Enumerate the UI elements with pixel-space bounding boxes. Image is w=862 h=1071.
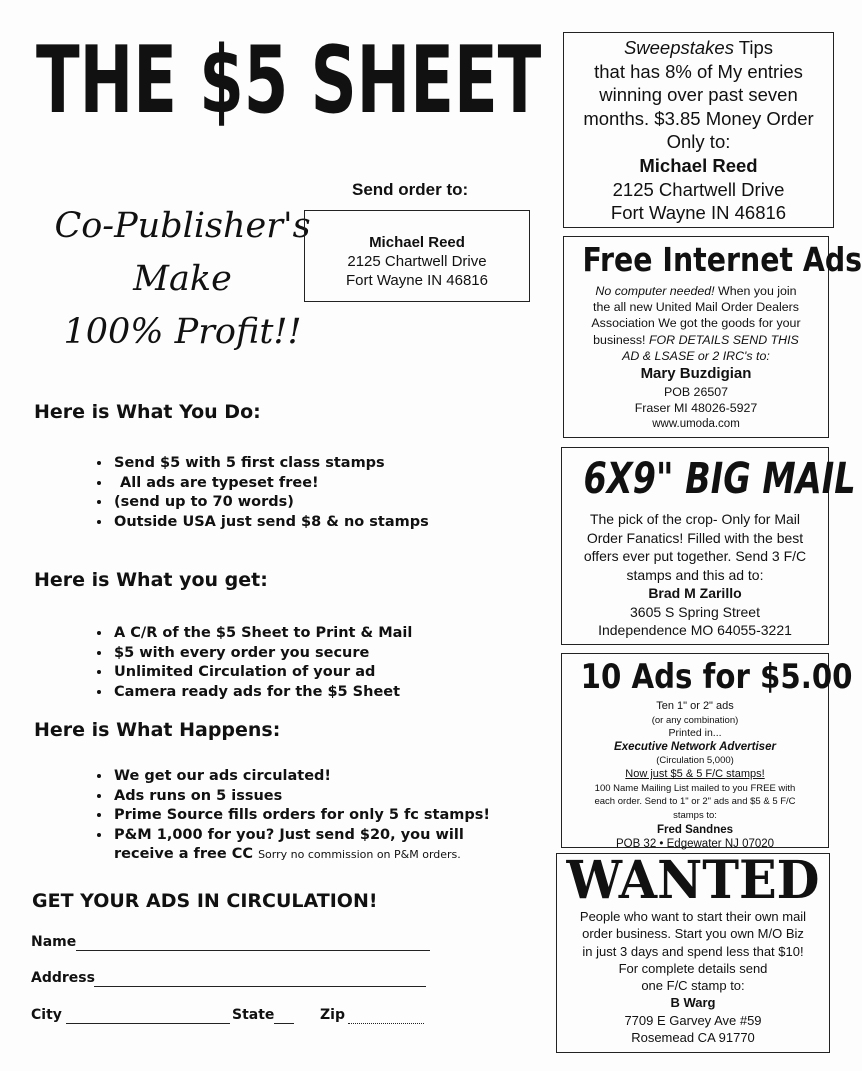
ad5-headline: WANTED	[566, 850, 820, 911]
ten-ads-ad	[561, 653, 853, 851]
ad3-street: 3605 S Spring Street	[630, 603, 760, 620]
what-you-do-list	[84, 454, 429, 532]
commission-note: Sorry no commission on P&M orders.	[258, 848, 461, 861]
state-label: State	[232, 1007, 275, 1023]
ad5-line-5: one F/C stamp to:	[641, 978, 745, 994]
ad4-line-9: stamps to:	[673, 809, 717, 821]
list-item: • Unlimited Circulation of your ad	[112, 663, 412, 683]
list-item: • All ads are typeset free!	[112, 474, 429, 494]
ad1-line-1	[564, 36, 833, 60]
ad1-italic: Sweepstakes	[623, 37, 734, 58]
what-you-get-list	[84, 624, 412, 702]
free-internet-ads-ad	[563, 236, 862, 438]
zip-field[interactable]	[348, 1023, 424, 1024]
ad2-line-1a: No computer needed!	[595, 284, 715, 298]
ad1-street: 2125 Chartwell Drive	[612, 178, 785, 200]
address-field[interactable]	[94, 986, 426, 987]
page-title: THE $5 SHEET	[36, 28, 542, 136]
big-mail-ad	[561, 447, 856, 645]
ad5-name: B Warg	[670, 995, 716, 1011]
name-field[interactable]	[76, 950, 430, 951]
send-order-city: Fort Wayne IN 46816	[345, 272, 488, 289]
wanted-ad	[556, 850, 830, 1053]
list-item: • Ads runs on 5 issues	[112, 787, 490, 807]
slogan-line-1: Co-Publisher's	[54, 206, 311, 246]
city-label: City	[31, 1007, 62, 1023]
ad2-city: Fraser MI 48026-5927	[634, 401, 758, 416]
pm-offer-line: P&M 1,000 for you? Just send $20, you will	[114, 826, 464, 843]
what-happens-list	[84, 767, 490, 865]
ad4-name: Fred Sandnes	[656, 824, 734, 837]
list-item: • Camera ready ads for the $5 Sheet	[112, 683, 412, 703]
ad4-line-5: (Circulation 5,000)	[656, 755, 734, 767]
list-item: • We get our ads circulated!	[112, 767, 490, 787]
name-label: Name	[31, 934, 77, 950]
address-label: Address	[31, 970, 95, 986]
ad2-line-4b: FOR DETAILS SEND THIS	[648, 332, 799, 347]
what-you-do-heading: Here is What You Do:	[34, 401, 261, 423]
ad4-line-4: Executive Network Advertiser	[614, 740, 776, 753]
ad2-line-3: Association We got the goods for your	[591, 316, 801, 331]
send-order-address-box	[304, 210, 530, 302]
list-item: • A C/R of the $5 Sheet to Print & Mail	[112, 624, 412, 644]
slogan-line-2: Make	[133, 259, 232, 299]
form-heading: GET YOUR ADS IN CIRCULATION!	[32, 890, 378, 912]
ad3-name: Brad M Zarillo	[648, 585, 742, 601]
ad4-line-3: Printed in...	[668, 727, 722, 740]
ad4-line-8: each order. Send to 1" or 2" ads and $5 & 5 F/C	[594, 796, 796, 808]
ad3-headline: 6X9" BIG MAIL	[583, 454, 856, 504]
ad2-pob: POB 26507	[663, 385, 729, 400]
ad5-line-3: in just 3 days and spend less that $10!	[582, 943, 804, 959]
ad2-web: www.umoda.com	[652, 418, 740, 431]
ad2-line-2: the all new United Mail Order Dealers	[593, 300, 799, 315]
ad1-line-5: Only to:	[666, 131, 731, 153]
list-item: • $5 with every order you secure	[112, 644, 412, 664]
city-field[interactable]	[66, 1023, 230, 1024]
ad4-addr: POB 32 • Edgewater NJ 07020	[615, 838, 775, 851]
send-order-label: Send order to:	[352, 180, 469, 199]
copublisher-slogan	[40, 200, 325, 359]
ad2-line-4a: business!	[593, 332, 646, 347]
list-item	[112, 826, 490, 865]
ad3-line-4: stamps and this ad to:	[626, 566, 764, 583]
sweepstakes-ad	[563, 32, 834, 228]
ad1-tips: Tips	[738, 37, 774, 58]
ad3-line-2: Order Fanatics! Filled with the best	[586, 529, 804, 546]
ad5-street: 7709 E Garvey Ave #59	[624, 1012, 762, 1028]
ad2-headline: Free Internet Ads	[582, 240, 862, 279]
state-field[interactable]	[274, 1023, 294, 1024]
zip-label: Zip	[320, 1007, 345, 1023]
send-order-street: 2125 Chartwell Drive	[347, 253, 487, 270]
ad1-line-3: winning over past seven	[599, 84, 798, 106]
send-order-name: Michael Reed	[369, 234, 465, 251]
ad2-line-5: AD & LSASE or 2 IRC's to:	[622, 348, 770, 363]
what-you-get-heading: Here is What you get:	[34, 569, 268, 591]
list-item: • Prime Source fills orders for only 5 fc stamps!	[112, 806, 490, 826]
ad1-name: Michael Reed	[639, 154, 758, 176]
list-item: • (send up to 70 words)	[112, 493, 429, 513]
list-item: • Send $5 with 5 first class stamps	[112, 454, 429, 474]
ad1-line-4: months. $3.85 Money Order	[583, 107, 814, 129]
ad4-line-7: 100 Name Mailing List mailed to you FREE with	[594, 782, 796, 794]
what-happens-heading: Here is What Happens:	[34, 719, 281, 741]
ad2-line-1	[564, 283, 828, 299]
ad3-line-1: The pick of the crop- Only for Mail	[589, 511, 801, 527]
ad5-line-2: order business. Start you own M/O Biz	[582, 926, 804, 942]
ad1-city: Fort Wayne IN 46816	[610, 202, 787, 224]
ad3-line-3: offers ever put together. Send 3 F/C	[583, 548, 807, 564]
ad1-line-2: that has 8% of My entries	[594, 60, 803, 82]
pm-offer-line-2: receive a free CC	[114, 846, 254, 862]
ad2-line-4	[564, 332, 828, 348]
ad2-name: Mary Buzdigian	[640, 365, 752, 383]
ad4-line-2: (or any combination)	[651, 714, 739, 726]
ad3-city: Independence MO 64055-3221	[598, 622, 792, 638]
ad4-line-1: Ten 1" or 2" ads	[656, 700, 734, 712]
ad5-line-4: For complete details send	[618, 960, 768, 976]
list-item: • Outside USA just send $8 & no stamps	[112, 513, 429, 533]
ad4-line-6: Now just $5 & 5 F/C stamps!	[625, 767, 765, 780]
ad5-city: Rosemead CA 91770	[631, 1030, 755, 1046]
ad4-headline: 10 Ads for $5.00	[580, 657, 853, 697]
ad5-line-1: People who want to start their own mail	[579, 909, 807, 924]
ad2-line-1b: When you join	[718, 284, 797, 298]
slogan-line-3: 100% Profit!!	[63, 312, 302, 352]
